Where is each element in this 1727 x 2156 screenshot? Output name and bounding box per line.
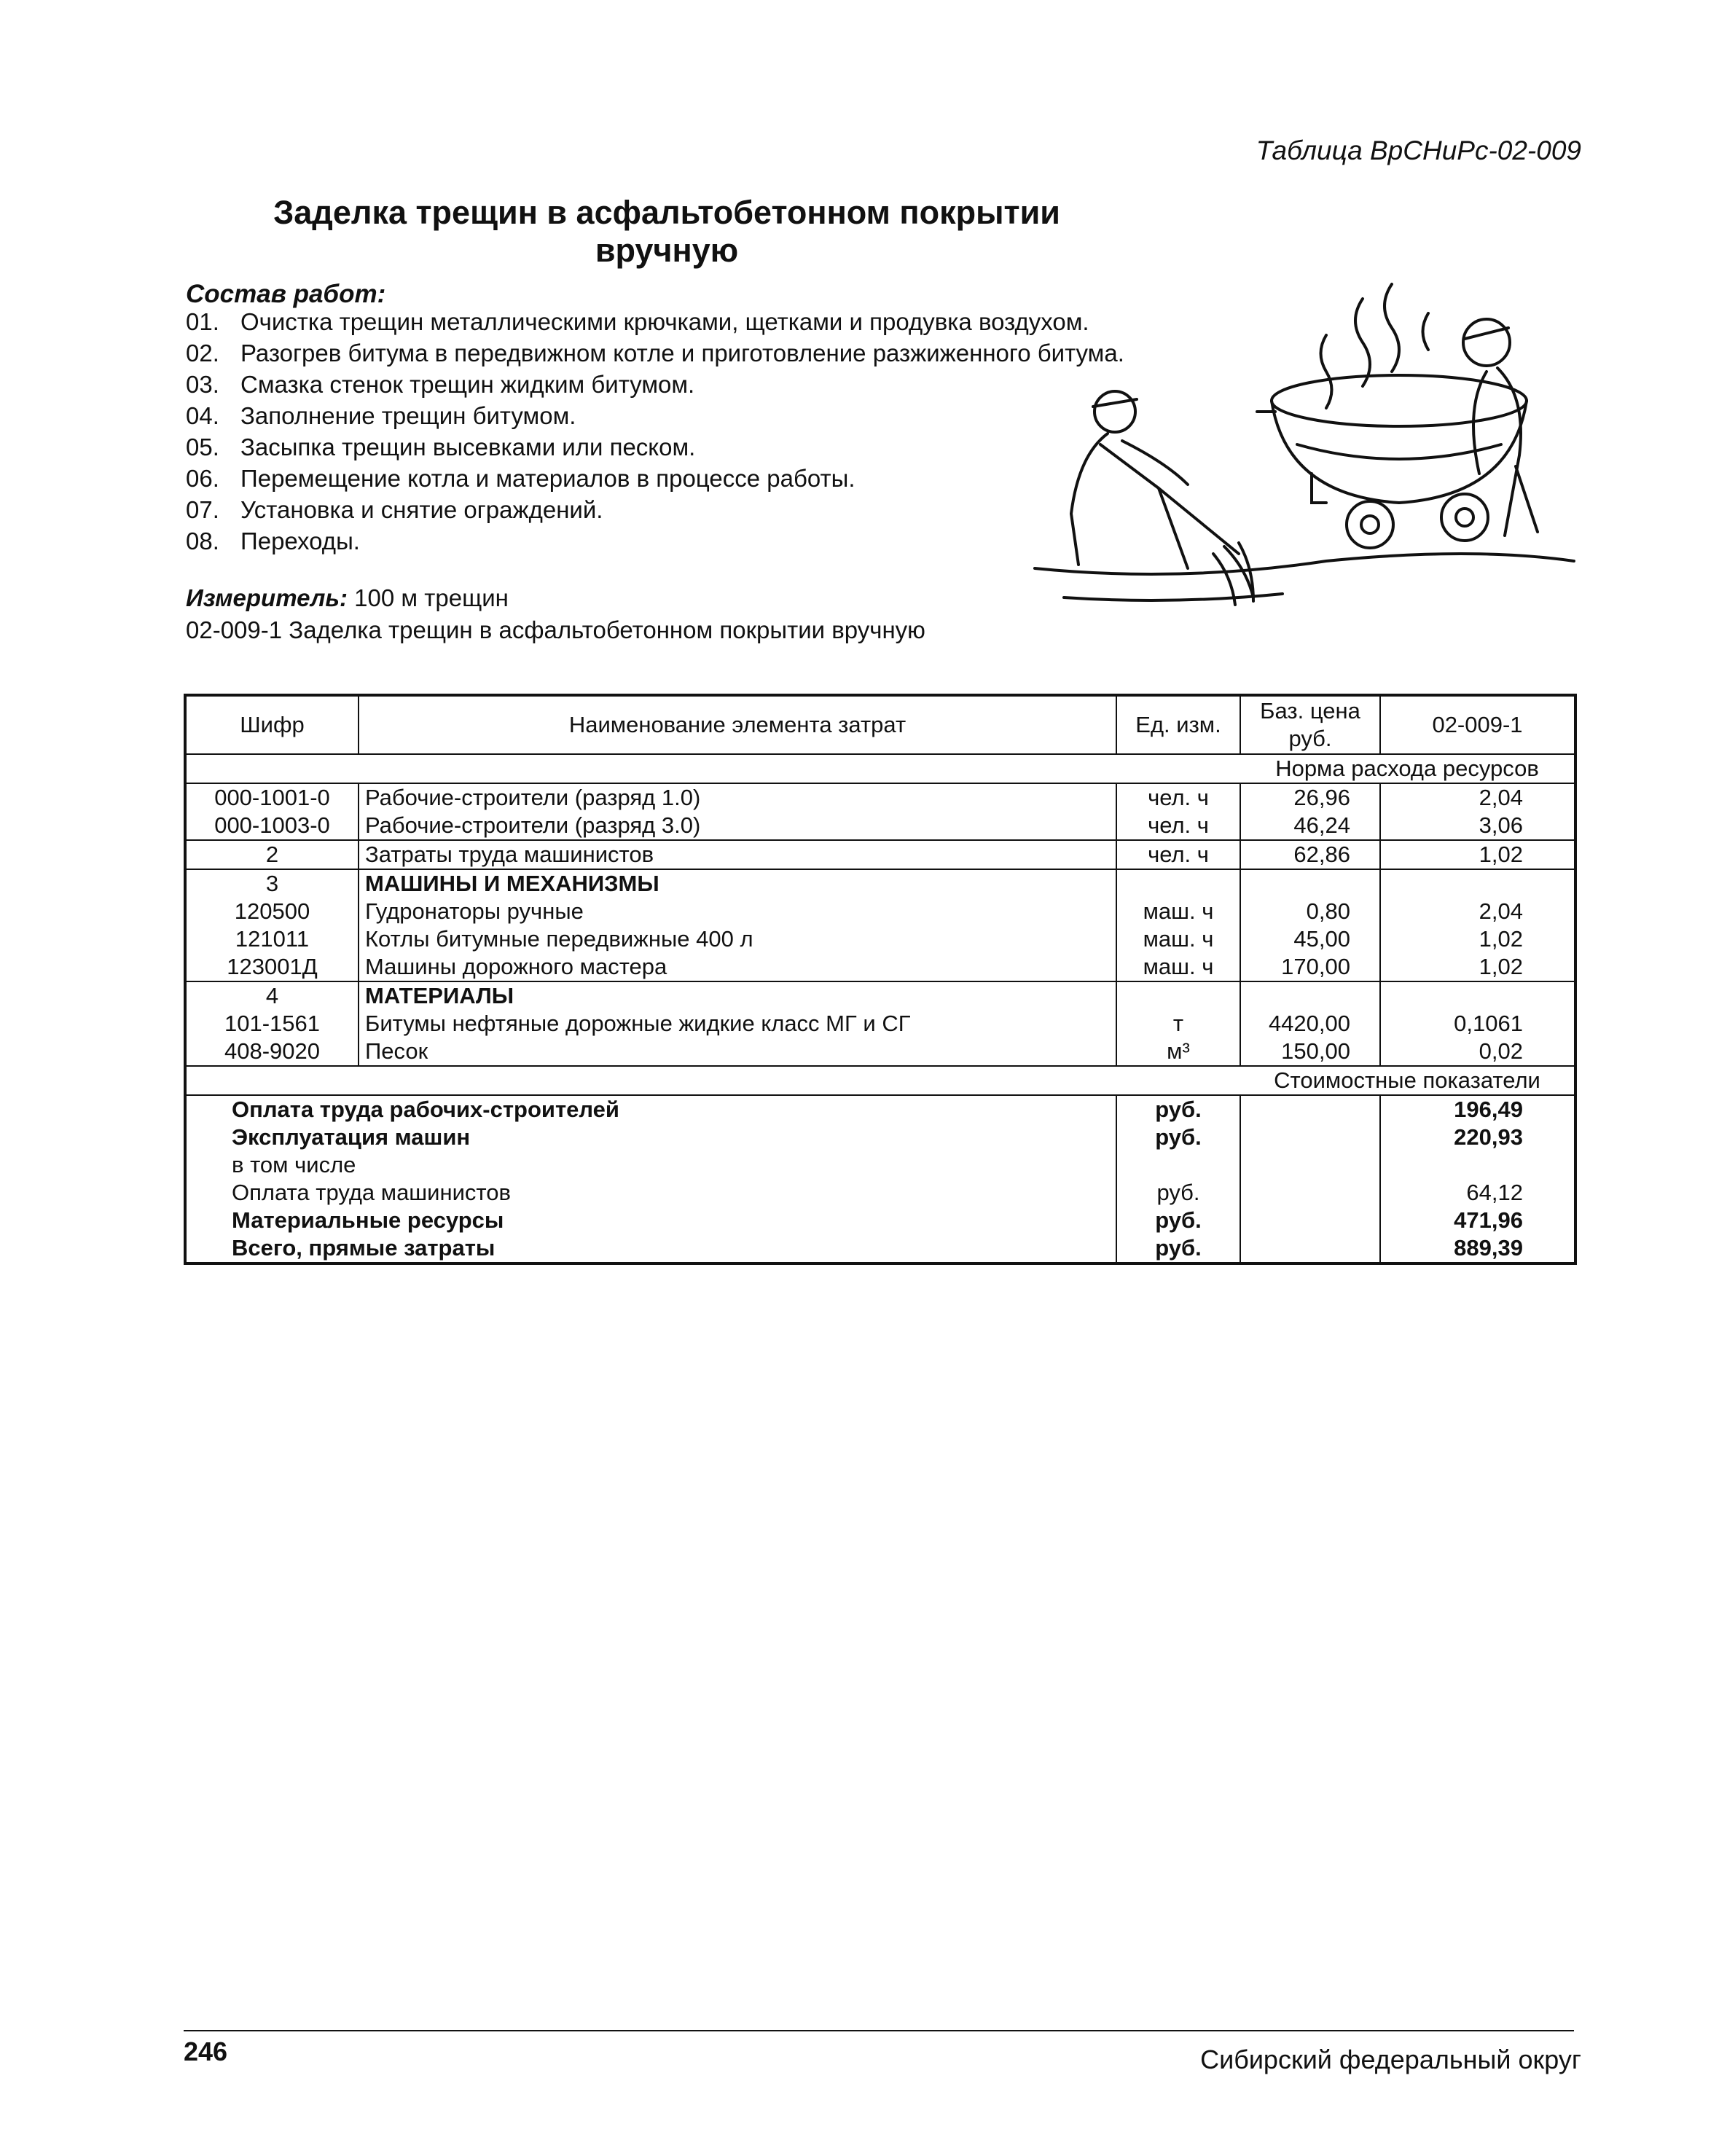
group-title: МАШИНЫ И МЕХАНИЗМЫ — [359, 869, 1116, 898]
cost-row — [185, 1207, 1575, 1234]
header-price: Баз. цена руб. — [1240, 695, 1380, 754]
group-title: МАТЕРИАЛЫ — [359, 981, 1116, 1010]
cell-code: 4 — [185, 981, 359, 1010]
work-item-text: Перемещение котла и материалов в процессе работы. — [240, 465, 855, 492]
header-unit: Ед. изм. — [1116, 695, 1240, 754]
cell-name: Котлы битумные передвижные 400 л — [359, 925, 1116, 953]
table-row — [185, 1010, 1575, 1038]
cost-value: 471,96 — [1454, 1207, 1523, 1233]
cost-name: Оплата труда рабочих-строителей — [185, 1095, 1116, 1124]
work-item-number: 06. — [186, 465, 219, 492]
cost-name: Оплата труда машинистов — [185, 1179, 1116, 1207]
cell-code: 2 — [185, 840, 359, 869]
cell-norm: 0,1061 — [1454, 1011, 1523, 1036]
cell-price: 46,24 — [1240, 812, 1380, 840]
band-costs: Стоимостные показатели — [1240, 1066, 1575, 1095]
cell-code: 408-9020 — [185, 1038, 359, 1066]
cost-value: 220,93 — [1454, 1124, 1523, 1150]
resource-table — [184, 694, 1577, 1265]
cell-norm: 0,02 — [1479, 1038, 1523, 1064]
title-line-2: вручную — [595, 232, 739, 269]
cost-value: 889,39 — [1454, 1235, 1523, 1261]
cell-unit: чел. ч — [1116, 840, 1240, 869]
work-item-text: Смазка стенок трещин жидким битумом. — [240, 371, 695, 398]
cell-code: 123001Д — [185, 953, 359, 981]
header-code: Шифр — [185, 695, 359, 754]
cell-unit: т — [1116, 1010, 1240, 1038]
cell-unit: маш. ч — [1116, 898, 1240, 925]
cell-code: 3 — [185, 869, 359, 898]
cell-norm: 2,04 — [1479, 898, 1523, 924]
cell-code: 000-1001-0 — [185, 783, 359, 812]
work-item-number: 04. — [186, 402, 219, 429]
cell-code: 120500 — [185, 898, 359, 925]
work-item-text: Заполнение трещин битумом. — [240, 402, 576, 429]
cell-price: 0,80 — [1240, 898, 1380, 925]
works-heading: Состав работ: — [186, 280, 386, 308]
table-row — [185, 953, 1575, 981]
table-row — [185, 925, 1575, 953]
cost-unit: руб. — [1116, 1234, 1240, 1263]
cell-unit: чел. ч — [1116, 812, 1240, 840]
work-item-text: Очистка трещин металлическими крючками, щетками и продувка воздухом. — [240, 308, 1089, 335]
cell-price: 26,96 — [1240, 783, 1380, 812]
cost-value: 64,12 — [1466, 1180, 1523, 1205]
cell-price: 45,00 — [1240, 925, 1380, 953]
work-item-number: 08. — [186, 528, 219, 554]
cell-code: 101-1561 — [185, 1010, 359, 1038]
band-row — [185, 754, 1575, 783]
work-item-text: Переходы. — [240, 528, 360, 554]
cost-unit: руб. — [1116, 1124, 1240, 1151]
cost-row — [185, 1234, 1575, 1263]
work-item-number: 01. — [186, 308, 219, 335]
cell-name: Рабочие-строители (разряд 1.0) — [359, 783, 1116, 812]
table-row — [185, 840, 1575, 869]
cell-price: 4420,00 — [1240, 1010, 1380, 1038]
workers-bitumen-kettle-illustration — [1020, 255, 1589, 619]
cell-unit: маш. ч — [1116, 953, 1240, 981]
cell-norm: 2,04 — [1479, 785, 1523, 810]
table-row — [185, 1038, 1575, 1066]
page-title — [182, 194, 1151, 270]
work-item-text: Разогрев битума в передвижном котле и приготовление разжиженного битума. — [240, 340, 1124, 366]
cell-norm: 1,02 — [1380, 840, 1575, 869]
band-resources: Норма расхода ресурсов — [1240, 754, 1575, 783]
header-norm: 02-009-1 — [1380, 695, 1575, 754]
cost-name: в том числе — [185, 1151, 1116, 1179]
footer-divider — [184, 2030, 1574, 2031]
group-row — [185, 981, 1575, 1010]
cell-code: 000-1003-0 — [185, 812, 359, 840]
cost-unit: руб. — [1116, 1179, 1240, 1207]
cell-norm: 1,02 — [1479, 926, 1523, 952]
work-item-text: Установка и снятие ограждений. — [240, 496, 603, 523]
table-header-row — [185, 695, 1575, 754]
measure-value: 100 м трещин — [354, 584, 509, 611]
cell-name: Гудронаторы ручные — [359, 898, 1116, 925]
band-row — [185, 1066, 1575, 1095]
norm-title: 02-009-1 Заделка трещин в асфальтобетонном покрытии вручную — [186, 616, 925, 643]
table-reference: Таблица ВрСНиРс-02-009 — [1256, 136, 1581, 165]
work-item-number: 02. — [186, 340, 219, 366]
cost-value: 196,49 — [1454, 1097, 1523, 1122]
cell-name: Машины дорожного мастера — [359, 953, 1116, 981]
cell-price: 150,00 — [1240, 1038, 1380, 1066]
cost-name: Всего, прямые затраты — [185, 1234, 1116, 1263]
cost-unit: руб. — [1116, 1095, 1240, 1124]
group-row — [185, 869, 1575, 898]
cell-name: Рабочие-строители (разряд 3.0) — [359, 812, 1116, 840]
cell-name: Затраты труда машинистов — [359, 840, 1116, 869]
measure-label: Измеритель: — [186, 584, 348, 611]
cell-norm: 1,02 — [1479, 954, 1523, 979]
work-item-number: 05. — [186, 434, 219, 460]
cell-price: 170,00 — [1240, 953, 1380, 981]
cell-code: 121011 — [185, 925, 359, 953]
cost-row — [185, 1151, 1575, 1179]
work-item-text: Засыпка трещин высевками или песком. — [240, 434, 696, 460]
cell-unit: маш. ч — [1116, 925, 1240, 953]
cell-price: 62,86 — [1240, 840, 1380, 869]
cell-unit: чел. ч — [1116, 783, 1240, 812]
table-row — [185, 783, 1575, 812]
table-row — [185, 812, 1575, 840]
footer-region: Сибирский федеральный округ — [1200, 2045, 1581, 2074]
cost-row — [185, 1179, 1575, 1207]
work-item-number: 07. — [186, 496, 219, 523]
table-row — [185, 898, 1575, 925]
cost-name: Материальные ресурсы — [185, 1207, 1116, 1234]
cost-unit: руб. — [1116, 1207, 1240, 1234]
cost-name: Эксплуатация машин — [185, 1124, 1116, 1151]
header-name: Наименование элемента затрат — [359, 695, 1116, 754]
cost-row — [185, 1095, 1575, 1124]
cell-unit: м³ — [1116, 1038, 1240, 1066]
title-line-1: Заделка трещин в асфальтобетонном покрытии — [273, 194, 1060, 231]
cell-norm: 3,06 — [1479, 812, 1523, 838]
cell-name: Песок — [359, 1038, 1116, 1066]
measure-unit — [186, 584, 509, 612]
work-item-number: 03. — [186, 371, 219, 398]
page-number: 246 — [184, 2037, 228, 2066]
cell-name: Битумы нефтяные дорожные жидкие класс МГ и СГ — [359, 1010, 1116, 1038]
cost-row — [185, 1124, 1575, 1151]
